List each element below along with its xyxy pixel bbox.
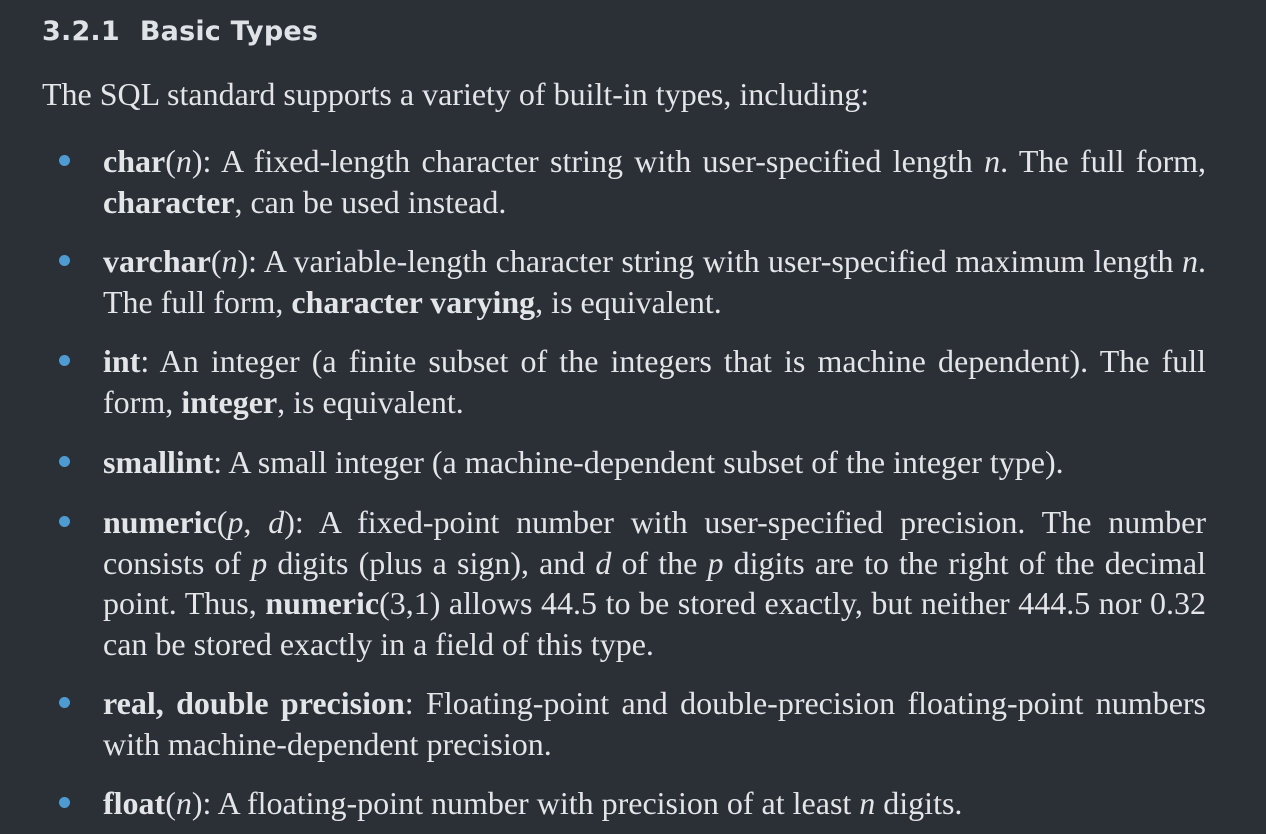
intro-paragraph: The SQL standard supports a variety of built-in types, including: [42, 76, 870, 112]
type-term-full-form: integer [181, 383, 278, 420]
type-term: varchar [103, 243, 211, 279]
type-param: n [221, 243, 238, 279]
type-term: real, double precision [103, 685, 405, 721]
bullet-icon [59, 516, 70, 527]
bullet-icon [59, 155, 70, 166]
type-param: d [268, 504, 285, 540]
bullet-icon [59, 697, 70, 708]
type-term: smallint [103, 444, 214, 480]
bullet-icon [59, 355, 70, 366]
type-param: n [175, 785, 192, 821]
list-item-real-double: real, double precision: Floating-point and double-precision floating-point numbers with machine-dependent precision. [103, 683, 1206, 764]
type-term-full-form: character [103, 183, 235, 220]
type-term: char [103, 143, 166, 179]
list-item-char: char(n): A fixed-length character string with user-specified length n. The full form, character, can be used instead. [103, 141, 1206, 222]
bullet-icon [59, 456, 70, 467]
type-param: n [175, 143, 192, 179]
bullet-icon [59, 255, 70, 266]
list-item-varchar: varchar(n): A variable-length character string with user-specified maximum length n. The full form, character varying, is equivalent. [103, 241, 1206, 322]
section-title: Basic Types [139, 16, 319, 47]
list-item-int: int: An integer (a finite subset of the integers that is machine dependent). The full form, integer, is equivalent. [103, 341, 1206, 422]
bullet-icon [59, 797, 70, 808]
type-param: p [227, 504, 244, 540]
section-number: 3.2.1 [42, 16, 120, 47]
type-term: int [103, 343, 141, 379]
type-term-inline: numeric [265, 585, 380, 621]
list-item-numeric: numeric(p, d): A fixed-point number with user-specified precision. The number consists of p digits (plus a sign), and d of the p digits are to the right of the decimal point. Thus, numeric(3,1) allows 44.5 to be stored exactly, but neither 444.5 nor 0.32 can be stored exactly in a field of this type. [103, 502, 1206, 664]
type-term-full-form: character varying [291, 283, 536, 320]
list-item-smallint: smallint: A small integer (a machine-dependent subset of the integer type). [103, 442, 1206, 483]
list-item-float: float(n): A floating-point number with precision of at least n digits. [103, 783, 1206, 824]
type-term: float [103, 785, 166, 821]
type-term: numeric [103, 504, 217, 540]
section-heading [42, 16, 318, 47]
